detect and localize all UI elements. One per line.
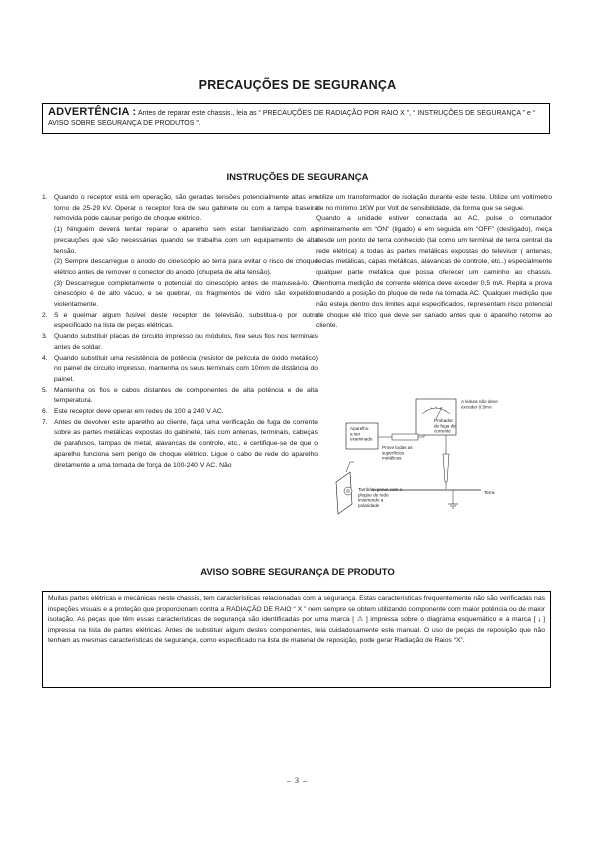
item-text: Quando substituir placas de circuito impresso ou módulos, fixe seus fios nos terminais antes de soldar. — [54, 333, 318, 351]
warning-box — [42, 103, 550, 134]
warning-text: Antes de reparar este chassis., leia as “ PRECAUÇÕES DE RADIAÇÃO POR RAIO X ”, “ INSTRUÇÕES DE SEGURANÇA ” e “ AVISO SOBRE SEGURANÇA DE PRODUTOS ”. — [48, 110, 536, 127]
safety-item-2 — [42, 311, 318, 332]
item-number: 3. — [42, 333, 48, 341]
safety-column-right — [316, 193, 552, 332]
item-number: 6. — [42, 408, 48, 416]
page-number: – 3 – — [287, 776, 308, 785]
item-text: Quando substituir uma resistência de potência (resistor de película de óxido metálico) no painel de circuito impresso, mantenha os seus terminais com 10mm de distância do painel. — [54, 354, 318, 383]
metal-parts-label: Prove todas as superfícies metálicas — [382, 445, 413, 461]
safety-instructions-title: INSTRUÇÕES DE SEGURANÇA — [226, 172, 369, 183]
item-text: Este receptor deve operar em redes de 100 a 240 V AC. — [54, 408, 224, 416]
plug-label: Também prove com o plugue de rede invertendo a polaridade — [358, 487, 403, 508]
product-safety-title: AVISO SOBRE SEGURANÇA DE PRODUTO — [200, 567, 395, 578]
warning-title: ADVERTÊNCIA : — [48, 106, 137, 118]
item-number: 1. — [42, 194, 48, 201]
item-number: 5. — [42, 386, 48, 394]
item-number: 4. — [42, 354, 48, 362]
device-label: Aparelho a ser examinado — [350, 426, 373, 442]
leakage-test-svg — [316, 392, 556, 552]
safety-continuation-text: utilize um transformador de isolação durante este teste. Utilize um voltímetro de no mínimo 1KW por Volt de sensibilidade, da forma que se segue. — [316, 194, 552, 212]
safety-item-4 — [42, 354, 318, 386]
probe-label: Probador de fuga de corrente — [434, 418, 456, 434]
safety-column-left — [42, 193, 318, 471]
safety-item-6 — [42, 407, 318, 418]
resistor — [392, 434, 418, 440]
ground-label: Terra — [484, 490, 495, 495]
page-title: PRECAUÇÕES DE SEGURANÇA — [198, 78, 397, 92]
safety-mark-icon: ¡ — [538, 616, 541, 624]
probe-tip — [443, 454, 449, 482]
product-safety-box — [42, 591, 551, 688]
safety-subitem-3: (3) Descarregue completamente o potencial do cinescópio antes de manuseá-lo. O cinescópio é de alto vácuo, e se quebrar, os fragmentos de vidro são expelidos violentamente. — [54, 279, 318, 309]
safety-item-7 — [42, 418, 318, 472]
safety-measurement-text: Quando a unidade estiver conectada ao AC, pulse o comutador primeiramente em “ON” (ligado) e em seguida em “OFF” (desligado), meça desde um ponto de terra conhecido (tal como um terminal de terra central da rede elétrica) a todas as partes metálicas expostas do televisor ( antenas, teclas metálicas, capas metálicas, alavancas de controle, etc..) especialmente qualquer parte metálica que possa oferecer um caminho ao chassis. Nenhuma medição de corrente elétrica deve exceder 0,5 mA. Repita a prova mudando a posição do pluque de rede na tomada AC. Qualquer medição que não esteja dentro dos limites aqui especificados, representam risco potencial de choque elé trico que deve ser sanado antes que o aparelho retorne ao cliente. — [316, 215, 552, 330]
outlet-socket — [344, 487, 352, 495]
meter-label: A leitura não deve exceder 0.5mA — [461, 399, 498, 410]
safety-item-5 — [42, 386, 318, 407]
product-safety-text-1: Muitas partes elétricas e mecânicas neste chassis, tem características relacionadas com a segurança. Estas características frequentemente não são verificadas nas inspeções visuais e a proteção que proporcionam contra a RADIAÇÃO DE RAIO “ X ” nem sempre se obtem utilizando componente com maior potência ou de maior isolação. As peças que têm essas características de segurança são identificadas por uma marca [ — [48, 595, 545, 624]
safety-item-1 — [42, 193, 318, 225]
product-safety-text-2: ] impressa sobre o diagrama esquemático e a marca [ — [365, 616, 536, 624]
power-cord — [346, 462, 354, 472]
item-text: Mantenha os fios e cabos distantes de componentes de alta potência e de alta temperatura. — [54, 386, 318, 405]
item-text: S e queimar algum fusível deste receptor de televisão, substitua-o por outro especificado na lista de peças elétricas. — [54, 311, 318, 330]
warning-triangle-icon: ⚠ — [356, 616, 364, 624]
safety-subitem-2: (2) Sempre descarregue o anodo do cinescópio ao terra para evitar o risco de choque elétrico antes de remover o conector do anodo (chupeta de alta tensão). — [54, 258, 318, 276]
item-number: 7. — [42, 418, 48, 426]
item-text: Quando o receptor está em operação, são geradas tensões potencialmente altas em torno de 25-29 kV. Operar o receptor fora de seu gabinete ou com a tampa traseira removida pode causar perigo de choque elétrico. — [54, 194, 318, 223]
item-number: 2. — [42, 311, 48, 319]
item-text: Antes de devolver este aparelho ao cliente, faça uma verificação de fuga de corrente sobre as partes metálicas expostas do gabinete, tais com antenas, terminais, cabeças de parafusos, tampas de metal, alavancas de controle, etc., e certifique-se de que o aparelho funciona sem perigo de choque elétrico. Ligue o cabo de rede do aparelho diretamente a uma tomada de força de 100-240 V AC. Não — [54, 418, 318, 469]
safety-subitem-1: (1) Ninguém deverá tentar reparar o aparelho sem estar familiarizado com as precauções que são necessárias quando se trabalha com um equipamento de alta tensão. — [54, 226, 318, 255]
product-safety-text-3: ] impressa na lista de partes elétricas. Antes de substituir algum destes componentes, leia cuidadosamente este manual. O uso de peças de reposição que não tenham as mesmas características de segurança, como especificado na lista de material de reposição, pode gerar Radiação de Raios “X”. — [48, 616, 545, 645]
safety-item-3 — [42, 332, 318, 353]
leakage-test-diagram — [316, 392, 556, 552]
